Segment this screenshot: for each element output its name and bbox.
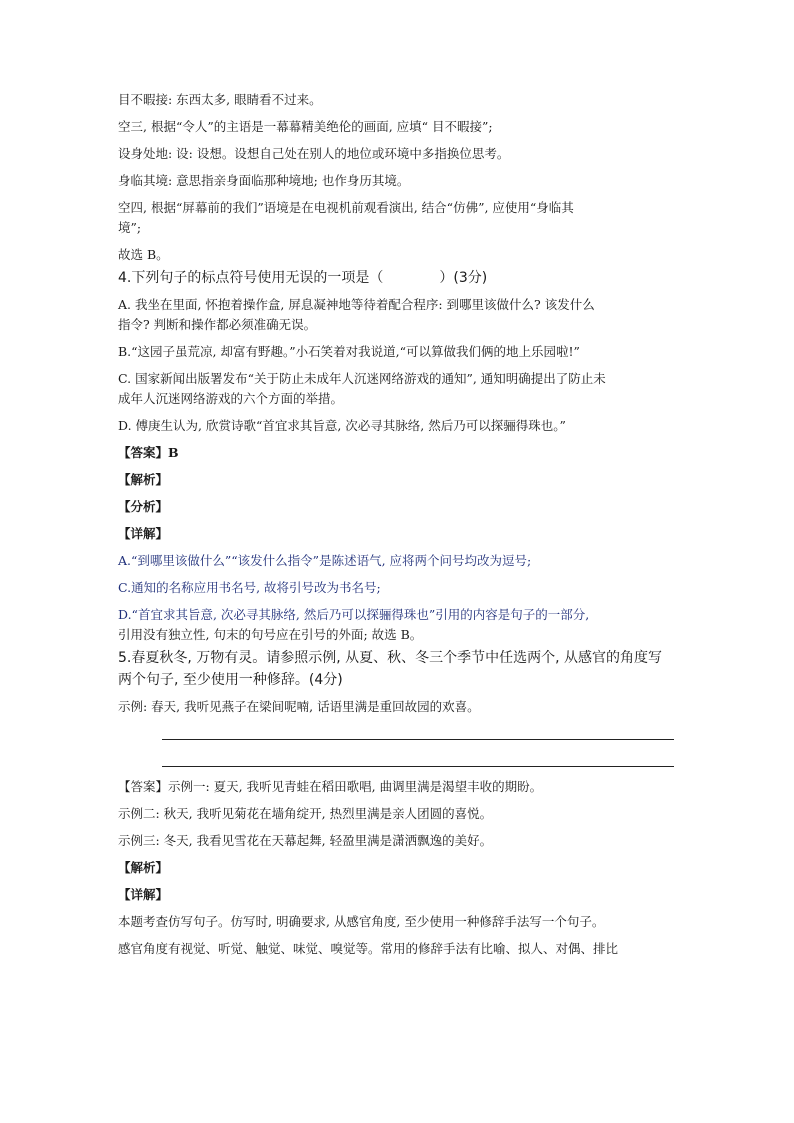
explanation-a: A.“到哪里该做什么”“该发什么指令”是陈述语气, 应将两个问号均改为逗号; — [118, 553, 532, 568]
question-5-stem: 5.春夏秋冬, 万物有灵。请参照示例, 从夏、秋、冬三个季节中任选两个, 从感官的角度写 — [118, 650, 663, 666]
explanation-d-cont: 引用没有独立性, 句末的句号应在引号的外面; 故选 B。 — [118, 627, 423, 642]
text-line: 境”; — [118, 220, 142, 235]
answer-blank-line — [162, 766, 674, 767]
question-4-stem: 4.下列句子的标点符号使用无误的一项是（ ）(3分) — [118, 270, 488, 286]
detail-text: 感官角度有视觉、听觉、触觉、味觉、嗅觉等。常用的修辞手法有比喻、拟人、对偶、排比 — [118, 941, 619, 956]
text-line: 空四, 根据“屏幕前的我们”语境是在电视机前观看演出, 结合“仿佛”, 应使用“身临其 — [118, 200, 574, 215]
option-a: A. 我坐在里面, 怀抱着操作盒, 屏息凝神地等待着配合程序: 到哪里该做什么? 该发什么 — [118, 297, 595, 312]
answer-example-1: 【答案】示例一: 夏天, 我听见青蛙在稻田歌唱, 曲调里满是渴望丰收的期盼。 — [118, 779, 543, 794]
analysis-label: 【解析】 — [118, 472, 169, 487]
document-page — [118, 92, 678, 968]
question-5-stem-cont: 两个句子, 至少使用一种修辞。(4分) — [118, 672, 343, 688]
answer-label: 【答案】B — [118, 445, 179, 460]
option-d: D. 傅庚生认为, 欣赏诗歌“首宜求其旨意, 次必寻其脉络, 然后乃可以探骊得珠也。” — [118, 418, 566, 433]
option-c-cont: 成年人沉迷网络游戏的六个方面的举措。 — [118, 391, 344, 406]
detail-text: 本题考查仿写句子。仿写时, 明确要求, 从感官角度, 至少使用一种修辞手法写一个句子。 — [118, 914, 605, 929]
example-sentence: 示例: 春天, 我听见燕子在梁间呢喃, 话语里满是重回故园的欢喜。 — [118, 699, 480, 714]
text-line: 身临其境: 意思指亲身面临那种境地; 也作身历其境。 — [118, 173, 410, 188]
detail-label: 【详解】 — [118, 526, 169, 541]
answer-example-2: 示例二: 秋天, 我听见菊花在墙角绽开, 热烈里满是亲人团圆的喜悦。 — [118, 806, 493, 821]
fenxi-label: 【分析】 — [118, 499, 169, 514]
answer-example-3: 示例三: 冬天, 我看见雪花在天幕起舞, 轻盈里满是潇洒飘逸的美好。 — [118, 833, 493, 848]
option-c: C. 国家新闻出版署发布“关于防止未成年人沉迷网络游戏的通知”, 通知明确提出了防止未 — [118, 371, 606, 386]
text-line: 故选 B。 — [118, 247, 169, 262]
answer-blank-line — [162, 739, 674, 740]
detail-label: 【详解】 — [118, 887, 169, 902]
text-line: 设身处地: 设: 设想。设想自己处在别人的地位或环境中多指换位思考。 — [118, 146, 510, 161]
analysis-label: 【解析】 — [118, 860, 169, 875]
explanation-c: C.通知的名称应用书名号, 故将引号改为书名号; — [118, 580, 381, 595]
option-a-cont: 指令? 判断和操作都必须准确无误。 — [118, 317, 317, 332]
text-line: 空三, 根据“令人”的主语是一幕幕精美绝伦的画面, 应填“ 目不暇接”; — [118, 119, 493, 134]
text-line: 目不暇接: 东西太多, 眼睛看不过来。 — [118, 92, 322, 107]
explanation-d: D.“首宜求其旨意, 次必寻其脉络, 然后乃可以探骊得珠也”引用的内容是句子的一部分, — [118, 607, 590, 622]
option-b: B.“这园子虽荒凉, 却富有野趣。”小石笑着对我说道,“可以算做我们俩的地上乐园啦!” — [118, 344, 580, 359]
